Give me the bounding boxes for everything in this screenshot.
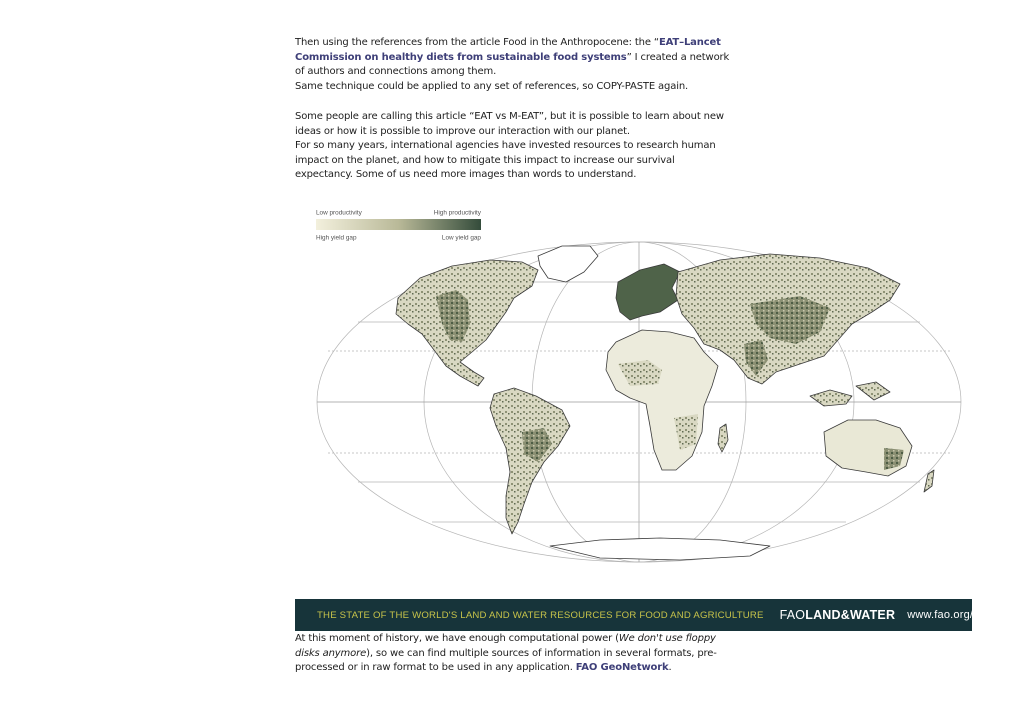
europe-shape <box>616 264 680 320</box>
intro-text-before: Then using the references from the article Food in the Anthropocene: the “ <box>295 37 659 48</box>
intro-text-after: ” I created a network of authors and connections among them. <box>295 51 730 78</box>
banner-url: www.fao.org/nr/solaw <box>907 609 1016 621</box>
eat-lancet-commission-link[interactable]: EAT–Lancet Commission on healthy diets from sustainable food systems <box>295 37 721 63</box>
banner-title: THE STATE OF THE WORLD'S LAND AND WATER RESOURCES FOR FOOD AND AGRICULTURE <box>317 609 764 621</box>
context-paragraph-2: For so many years, international agencies have invested resources to research human impact on the planet, and how to mitigate this impact to increase our survival expectancy. Some of us need more images than words to understand. <box>295 140 716 181</box>
banner-brand-main: LAND&WATER <box>805 608 896 622</box>
context-paragraph-1: Some people are calling this article “EAT vs M-EAT”, but it is possible to learn about new ideas or how it is possible to improve our interaction with our planet. <box>295 111 724 137</box>
closing-text-1: At this moment of history, we have enough computational power ( <box>295 633 619 644</box>
fao-geonetwork-link[interactable]: FAO GeoNetwork <box>575 662 669 674</box>
closing-text-3: . <box>668 662 672 674</box>
closing-text-2: ), so we can find multiple sources of information in several formats, pre-processed or in raw format to be used in any application. <box>295 647 717 674</box>
closing-emphasis: We don't use floppy disks anymore <box>295 633 716 659</box>
legend-low-yield-gap-label: Low yield gap <box>441 234 481 242</box>
intro-text-block <box>295 36 735 94</box>
legend-low-productivity-label: Low productivity <box>316 209 362 217</box>
fao-land-water-banner <box>295 599 1016 631</box>
yield-gap-world-map-figure <box>300 200 972 632</box>
banner-brand-prefix: FAO <box>779 608 806 622</box>
new-zealand-shape <box>924 470 934 492</box>
intro-line-2: Same technique could be applied to any set of references, so COPY-PASTE again. <box>295 80 689 92</box>
closing-paragraph <box>295 632 735 676</box>
madagascar-shape <box>718 424 728 452</box>
australia-shape <box>824 420 912 476</box>
map-legend <box>316 210 482 242</box>
indonesia-shape <box>810 390 852 406</box>
context-text-block <box>295 110 735 183</box>
legend-high-yield-gap-label: High yield gap <box>316 234 357 242</box>
intro-paragraph <box>295 36 735 80</box>
new-guinea-shape <box>856 382 890 400</box>
legend-color-ramp <box>316 219 481 230</box>
world-map-image <box>300 200 972 632</box>
map-continents <box>396 246 934 560</box>
south-america-shape <box>490 388 570 534</box>
banner-brand-name <box>780 608 896 622</box>
closing-text-block <box>295 632 735 676</box>
africa-shape <box>606 330 718 470</box>
legend-high-productivity-label: High productivity <box>433 209 481 217</box>
greenland-shape <box>538 246 598 282</box>
